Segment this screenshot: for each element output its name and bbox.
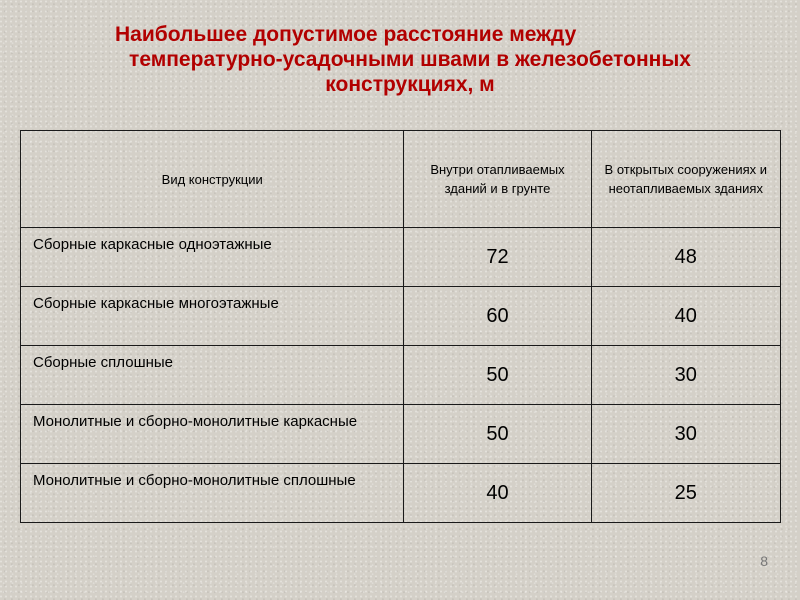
- construction-type-cell: Сборные сплошные: [21, 346, 404, 405]
- header-open-structures: В открытых сооружениях и неотапливаемых зданиях: [591, 131, 780, 228]
- table-row: [21, 228, 781, 287]
- header-heated-buildings: Внутри отапливаемых зданий и в грунте: [404, 131, 591, 228]
- heated-distance-cell: 50: [404, 405, 591, 464]
- heated-distance-cell: 50: [404, 346, 591, 405]
- table-row: [21, 405, 781, 464]
- slide-title-line-3: конструкциях, м: [325, 73, 495, 96]
- table-row: [21, 287, 781, 346]
- open-distance-cell: 30: [591, 346, 780, 405]
- table-header-row: [21, 131, 781, 228]
- open-distance-cell: 30: [591, 405, 780, 464]
- construction-type-cell: Монолитные и сборно-монолитные каркасные: [21, 405, 404, 464]
- heated-distance-cell: 72: [404, 228, 591, 287]
- slide-title: [30, 22, 790, 97]
- construction-type-cell: Монолитные и сборно-монолитные сплошные: [21, 464, 404, 523]
- open-distance-cell: 40: [591, 287, 780, 346]
- heated-distance-cell: 60: [404, 287, 591, 346]
- construction-type-cell: Сборные каркасные одноэтажные: [21, 228, 404, 287]
- heated-distance-cell: 40: [404, 464, 591, 523]
- slide-title-line-1: Наибольшее допустимое расстояние между: [115, 23, 577, 46]
- header-construction-type: Вид конструкции: [21, 131, 404, 228]
- slide-title-line-2: температурно-усадочными швами в железобетонных: [129, 48, 691, 71]
- open-distance-cell: 25: [591, 464, 780, 523]
- page-number: 8: [760, 553, 768, 569]
- joint-distance-table: [20, 130, 781, 523]
- construction-type-cell: Сборные каркасные многоэтажные: [21, 287, 404, 346]
- open-distance-cell: 48: [591, 228, 780, 287]
- table-row: [21, 346, 781, 405]
- table-row: [21, 464, 781, 523]
